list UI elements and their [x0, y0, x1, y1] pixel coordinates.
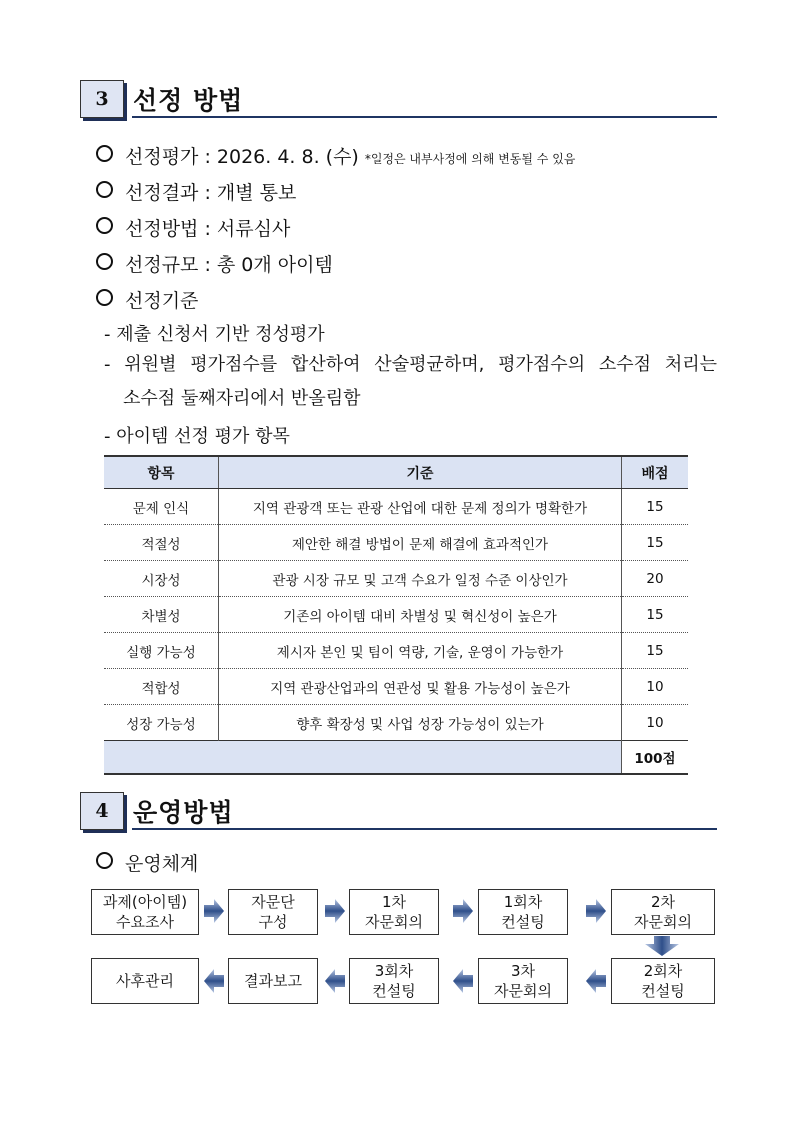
bullet-item — [96, 849, 198, 876]
bullet-text: 선정결과 : 개별 통보 — [125, 182, 297, 204]
score-cell: 15 — [622, 597, 689, 633]
flow-step-line: 자문회의 — [365, 913, 423, 931]
item-cell: 적합성 — [104, 669, 219, 705]
flow-step-line: 수요조사 — [116, 913, 174, 931]
bullet-text: 선정방법 : 서류심사 — [125, 218, 291, 240]
criterion-cell: 향후 확장성 및 사업 성장 가능성이 있는가 — [219, 705, 622, 741]
criteria-paragraph — [104, 348, 717, 416]
table-header-row — [104, 456, 688, 489]
score-cell: 15 — [622, 525, 689, 561]
flow-step-box — [349, 889, 439, 935]
circle-bullet-icon — [96, 181, 113, 198]
table-total-row — [104, 741, 688, 775]
arrow-left-icon — [453, 969, 473, 993]
table-row — [104, 705, 688, 741]
section-title: 선정 방법 — [133, 86, 244, 115]
section-underline — [132, 116, 717, 118]
flow-step-box — [478, 958, 568, 1004]
section-title: 운영방법 — [133, 798, 234, 827]
bullet-text: 선정평가 : 2026. 4. 8. (수) — [125, 146, 359, 168]
bullet-item — [96, 142, 575, 169]
criterion-cell: 기존의 아이템 대비 차별성 및 혁신성이 높은가 — [219, 597, 622, 633]
table-row — [104, 669, 688, 705]
section-3-header — [80, 80, 717, 118]
item-cell: 시장성 — [104, 561, 219, 597]
flow-step-line: 구성 — [258, 913, 288, 931]
flow-step-line: 3차 — [510, 962, 536, 980]
section-number: 3 — [80, 80, 124, 118]
score-cell: 10 — [622, 705, 689, 741]
score-cell: 15 — [622, 633, 689, 669]
circle-bullet-icon — [96, 289, 113, 306]
table-row — [104, 597, 688, 633]
criterion-cell: 지역 관광산업과의 연관성 및 활용 가능성이 높은가 — [219, 669, 622, 705]
score-cell: 20 — [622, 561, 689, 597]
table-row — [104, 525, 688, 561]
criterion-cell: 지역 관광객 또는 관광 산업에 대한 문제 정의가 명확한가 — [219, 489, 622, 525]
bullet-note: *일정은 내부사정에 의해 변동될 수 있음 — [364, 152, 576, 166]
evaluation-table — [104, 455, 688, 775]
circle-bullet-icon — [96, 217, 113, 234]
score-cell: 15 — [622, 489, 689, 525]
flow-step-line: 과제(아이템) — [102, 893, 188, 911]
circle-bullet-icon — [96, 145, 113, 162]
section-underline — [132, 828, 717, 830]
flow-step-box — [91, 958, 199, 1004]
bullet-text: 운영체계 — [125, 853, 199, 875]
item-cell: 적절성 — [104, 525, 219, 561]
flow-step-line: 1차 — [381, 893, 407, 911]
table-row — [104, 489, 688, 525]
flow-step-box — [611, 958, 715, 1004]
arrow-left-icon — [325, 969, 345, 993]
flow-step-line: 컨설팅 — [501, 913, 545, 931]
total-blank-cell — [104, 741, 622, 775]
criterion-cell: 관광 시장 규모 및 고객 수요가 일정 수준 이상인가 — [219, 561, 622, 597]
flow-step-line: 2차 — [650, 893, 676, 911]
column-header: 기준 — [219, 456, 622, 489]
criteria-line: 소수점 둘째자리에서 반올림함 — [123, 388, 361, 409]
flow-step-box — [91, 889, 199, 935]
flow-step-line: 컨설팅 — [641, 982, 685, 1000]
section-4-header — [80, 792, 717, 830]
flow-step-box — [478, 889, 568, 935]
column-header: 항목 — [104, 456, 219, 489]
criteria-line: - 위원별 평가점수를 합산하여 산술평균하며, 평가점수의 소수점 처리는 — [104, 354, 717, 375]
criterion-cell: 제안한 해결 방법이 문제 해결에 효과적인가 — [219, 525, 622, 561]
flow-step-line: 1회차 — [503, 893, 543, 911]
arrow-left-icon — [586, 969, 606, 993]
item-cell: 성장 가능성 — [104, 705, 219, 741]
arrow-right-icon — [204, 899, 224, 923]
flow-step-line: 사후관리 — [116, 972, 174, 990]
bullet-item — [96, 286, 198, 313]
criterion-cell: 제시자 본인 및 팀이 역량, 기술, 운영이 가능한가 — [219, 633, 622, 669]
flow-step-box — [611, 889, 715, 935]
bullet-item — [96, 214, 290, 241]
flow-step-box — [349, 958, 439, 1004]
flow-step-box — [228, 958, 318, 1004]
section-number: 4 — [80, 792, 124, 830]
item-cell: 실행 가능성 — [104, 633, 219, 669]
arrow-right-icon — [325, 899, 345, 923]
criteria-line: - 제출 신청서 기반 정성평가 — [104, 324, 325, 345]
arrow-down-icon — [645, 936, 679, 956]
flow-step-line: 2회차 — [643, 962, 683, 980]
column-header: 배점 — [622, 456, 689, 489]
bullet-text: 선정기준 — [125, 290, 199, 312]
flow-step-line: 자문단 — [251, 893, 295, 911]
flow-step-line: 3회차 — [374, 962, 414, 980]
table-row — [104, 561, 688, 597]
arrow-left-icon — [204, 969, 224, 993]
score-cell: 10 — [622, 669, 689, 705]
item-cell: 차별성 — [104, 597, 219, 633]
circle-bullet-icon — [96, 253, 113, 270]
criteria-line: - 아이템 선정 평가 항목 — [104, 426, 290, 447]
arrow-right-icon — [586, 899, 606, 923]
flow-step-line: 컨설팅 — [372, 982, 416, 1000]
table-row — [104, 633, 688, 669]
arrow-right-icon — [453, 899, 473, 923]
bullet-item — [96, 178, 296, 205]
flow-step-box — [228, 889, 318, 935]
item-cell: 문제 인식 — [104, 489, 219, 525]
bullet-item — [96, 250, 333, 277]
circle-bullet-icon — [96, 852, 113, 869]
total-score-cell: 100점 — [622, 741, 689, 775]
flow-step-line: 결과보고 — [244, 972, 302, 990]
flow-step-line: 자문회의 — [634, 913, 692, 931]
flow-step-line: 자문회의 — [494, 982, 552, 1000]
bullet-text: 선정규모 : 총 0개 아이템 — [125, 254, 333, 276]
